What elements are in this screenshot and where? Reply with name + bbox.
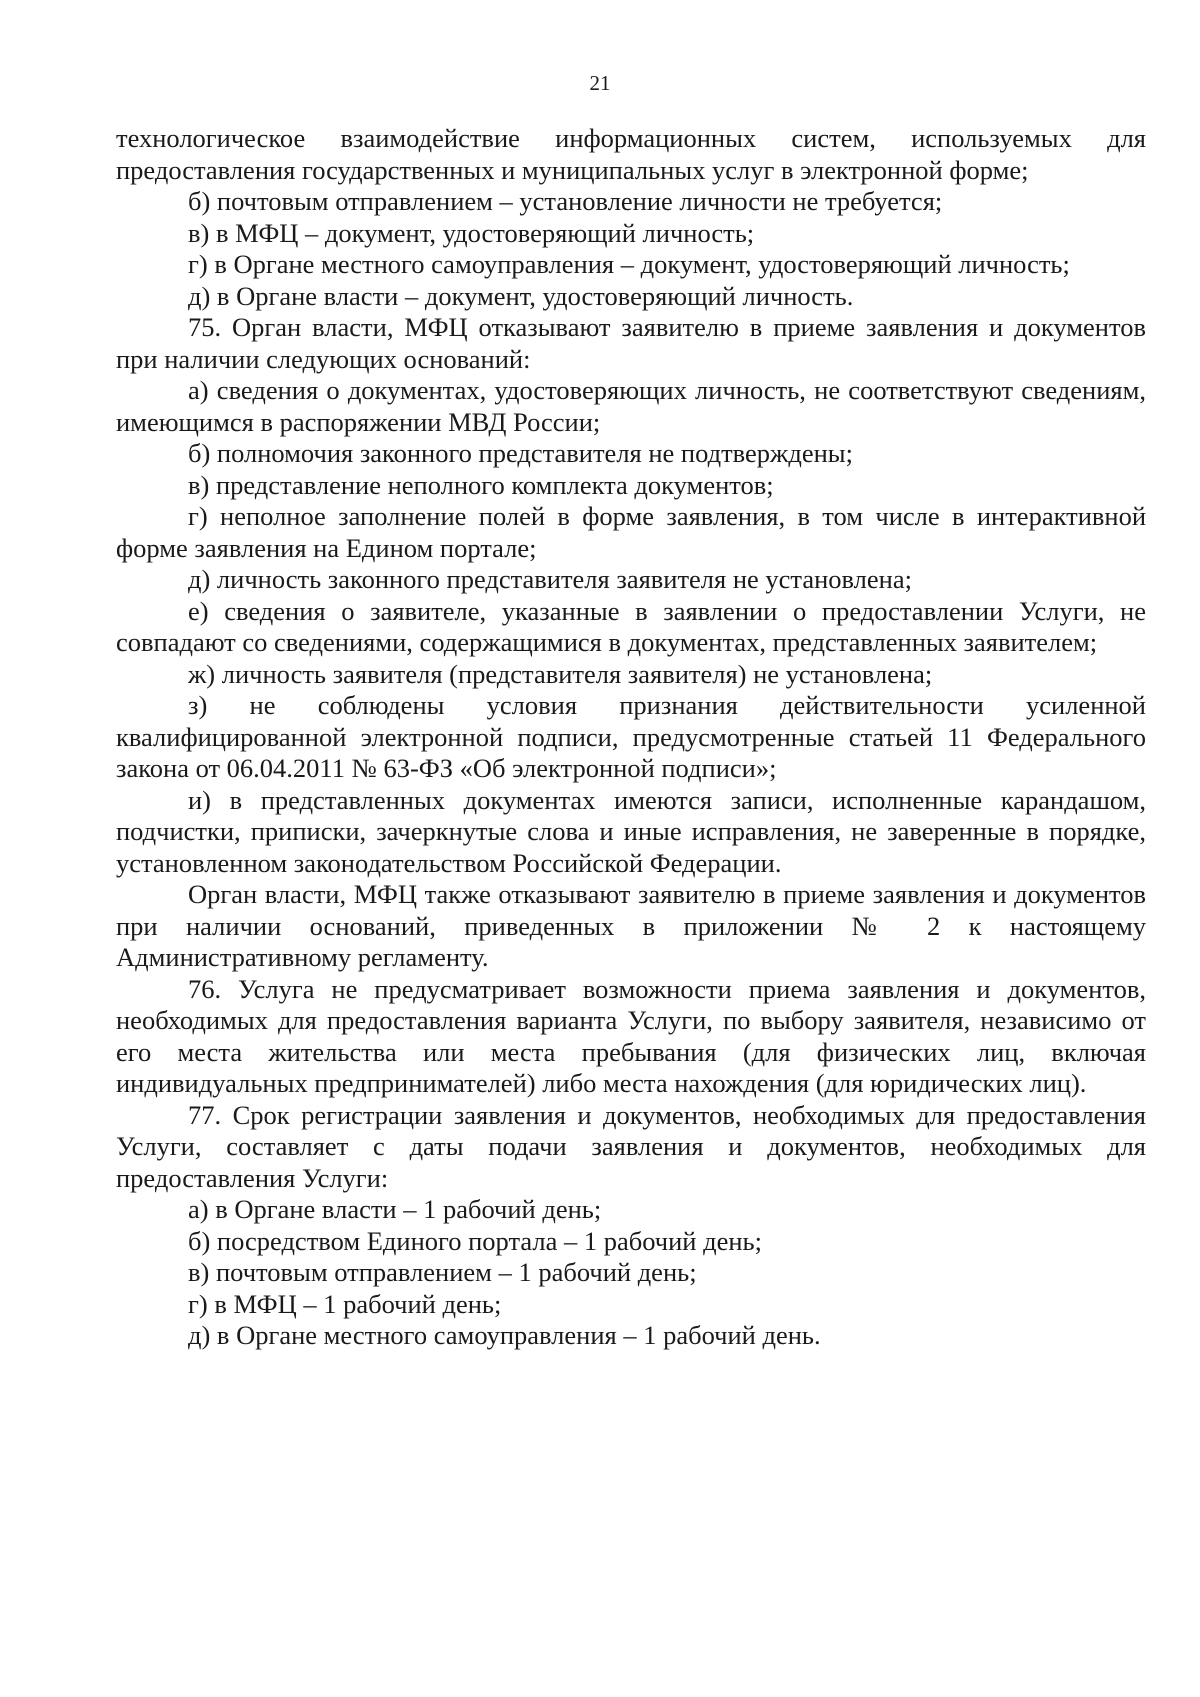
list-item-v-incomplete-set: в) представление неполного комплекта документов; xyxy=(188,469,774,500)
paragraph-77: 77. Срок регистрации заявления и документов, необходимых для предоставления Услуги, составляет с даты подачи заявления и документов, необходимых для предоставления Услуги: xyxy=(116,1099,1146,1193)
list-item-v-mfc: в) в МФЦ – документ, удостоверяющий личность; xyxy=(188,217,755,248)
list-item-d-representative-identity: д) личность законного представителя заявителя не установлена; xyxy=(188,564,912,594)
list-item-g-incomplete-form: г) неполное заполнение полей в форме заявления, в том числе в интерактивной форме заявления на Едином портале; xyxy=(116,501,1146,563)
list-item-zh-applicant-identity: ж) личность заявителя (представителя заявителя) не установлена; xyxy=(188,658,933,689)
list-item-v-mail-term: в) почтовым отправлением – 1 рабочий день; xyxy=(188,1257,697,1287)
list-item-a-identity-documents: а) сведения о документах, удостоверяющих личность, не соответствуют сведениям, имеющимся в распоряжении МВД России; xyxy=(116,375,1146,437)
list-item-g-local-government: г) в Органе местного самоуправления – документ, удостоверяющий личность; xyxy=(188,249,1070,279)
list-item-b-mail: б) почтовым отправлением – установление личности не требуется; xyxy=(188,186,943,216)
list-item-b-powers: б) полномочия законного представителя не подтверждены; xyxy=(188,438,853,468)
list-item-g-mfc-term: г) в МФЦ – 1 рабочий день; xyxy=(188,1288,502,1319)
list-item-a-authority-term: а) в Органе власти – 1 рабочий день; xyxy=(188,1194,602,1224)
paragraph-75: 75. Орган власти, МФЦ отказывают заявителю в приеме заявления и документов при наличии следующих оснований: xyxy=(116,312,1146,374)
paragraph-additional-grounds: Орган власти, МФЦ также отказывают заявителю в приеме заявления и документов при наличии оснований, приведенных в приложении № 2 к настоящему Административному регламенту. xyxy=(116,879,1146,972)
list-item-z-electronic-signature: з) не соблюдены условия признания действительности усиленной квалифицированной электронной подписи, предусмотренные статьей 11 Федерального закона от 06.04.2011 № 63-ФЗ «Об электронной подписи»; xyxy=(116,690,1146,783)
page-number: 21 xyxy=(589,71,611,95)
list-item-d-local-government-term: д) в Органе местного самоуправления – 1 рабочий день. xyxy=(188,1320,821,1350)
list-item-d-authority: д) в Органе власти – документ, удостоверяющий личность. xyxy=(188,280,854,311)
document-body xyxy=(116,123,1146,1352)
list-item-b-portal-term: б) посредством Единого портала – 1 рабочий день; xyxy=(188,1225,762,1256)
paragraph-continuation: технологическое взаимодействие информационных систем, используемых для предоставления государственных и муниципальных услуг в электронной форме; xyxy=(116,123,1146,185)
list-item-i-corrections: и) в представленных документах имеются записи, исполненные карандашом, подчистки, приписки, зачеркнутые слова и иные исправления, не заверенные в порядке, установленном законодательством Российской Федерации. xyxy=(116,784,1146,878)
list-item-e-applicant-data: е) сведения о заявителе, указанные в заявлении о предоставлении Услуги, не совпадают со сведениями, содержащимися в документах, представленных заявителем; xyxy=(116,595,1146,657)
paragraph-76: 76. Услуга не предусматривает возможности приема заявления и документов, необходимых для предоставления варианта Услуги, по выбору заявителя, независимо от его места жительства или места пребывания (для физических лиц, включая индивидуальных предпринимателей) либо места нахождения (для юридических лиц). xyxy=(116,973,1146,1098)
